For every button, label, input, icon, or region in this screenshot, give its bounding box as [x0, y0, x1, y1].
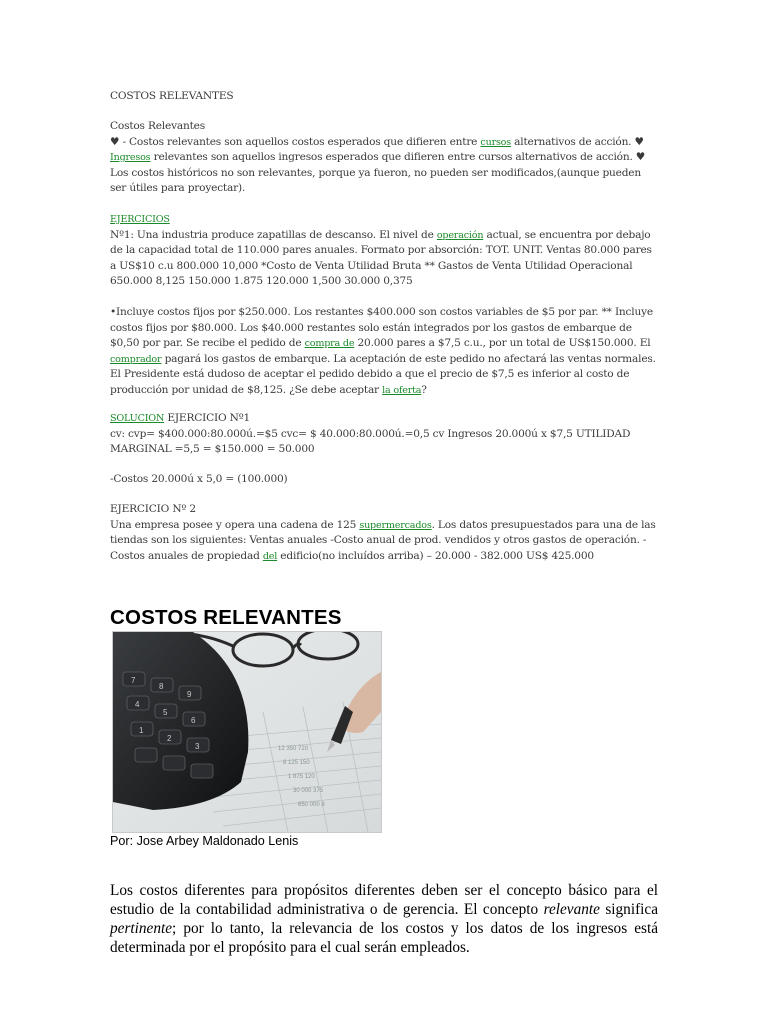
svg-text:8: 8	[159, 682, 164, 691]
costos-line: -Costos 20.000ú x 5,0 = (100.000)	[110, 473, 288, 485]
svg-text:5: 5	[163, 708, 168, 717]
intro-paragraph: Costos Relevantes ♥ - Costos relevantes son aquellos costos esperados que difieren entre cursos alternativos de acción. ♥ Ingresos relevantes son aquellos ingresos esperados que difieren entre cursos alternativos de acción. ♥ Los costos históricos no son relevantes, porque ya fueron, no pueden ser modificados,(aunque pueden ser útiles para proyectar).	[110, 120, 646, 194]
svg-text:9: 9	[187, 690, 192, 699]
link-la-oferta[interactable]: la oferta	[382, 384, 422, 396]
incluye-paragraph: •Incluye costos fijos por $250.000. Los restantes $400.000 son costos variables de $5 por par. ** Incluye costos fijos por $80.000. Los $40.000 restantes solo están integrados por los gastos de embarque de $0,50 por par. Se recibe el pedido de compra de 20.000 pares a $7,5 c.u., por un total de US$150.000. El comprador pagará los gastos de embarque. La aceptación de este pedido no afectará las ventas normales. El Presidente está dudoso de aceptar el pedido debido a que el precio de $7,5 es inferior al costo de producción por unidad de $8,125. ¿Se debe aceptar la oferta?	[110, 306, 656, 396]
svg-text:1: 1	[139, 726, 144, 735]
svg-text:3: 3	[195, 742, 200, 751]
svg-text:1 875 120: 1 875 120	[288, 774, 315, 780]
svg-text:30 000 375: 30 000 375	[293, 788, 324, 794]
link-ingresos[interactable]: Ingresos	[110, 152, 151, 163]
svg-text:6: 6	[191, 716, 196, 725]
ejercicios-paragraph: EJERCICIOS Nº1: Una industria produce zapatillas de descanso. El nivel de operación actual, se encuentra por debajo de la capacidad total de 110.000 pares anuales. Formato por absorción: TOT. UNIT. Ventas 80.000 pares a US$10 c.u 800.000 10,000 *Costo de Venta Utilidad Bruta ** Gastos de Venta Utilidad Operacional 650.000 8,125 150.000 1.875 120.000 1,500 30.000 0,375	[110, 214, 652, 287]
intro-heading: Costos Relevantes	[110, 120, 205, 132]
link-ejercicios[interactable]: EJERCICIOS	[110, 214, 170, 225]
svg-text:4: 4	[135, 700, 140, 709]
link-supermercados[interactable]: supermercados	[359, 519, 432, 531]
body-paragraph: Los costos diferentes para propósitos diferentes deben ser el concepto básico para el estudio de la contabilidad administrativa o de gerencia. El concepto relevante significa pertinente; por lo tanto, la relevancia de los costos y los datos de los ingresos está determinada por el propósito para el cual serán empleados.	[110, 882, 659, 956]
main-heading: COSTOS RELEVANTES	[110, 606, 342, 629]
svg-text:12 350 720: 12 350 720	[278, 746, 309, 752]
ejercicio2-paragraph: EJERCICIO Nº 2 Una empresa posee y opera una cadena de 125 supermercados. Los datos presupuestados para una de las tiendas son los siguientes: Ventas anuales -Costo anual de prod. vendidos y otros gastos de operación. - Costos anuales de propiedad del edificio(no incluídos arriba) – 20.000 - 382.000 US$ 425.000	[110, 503, 656, 562]
emphasis-relevante: relevante	[543, 901, 600, 918]
svg-text:2: 2	[167, 734, 172, 743]
link-cursos[interactable]: cursos	[480, 136, 511, 148]
link-comprador[interactable]: comprador	[110, 353, 162, 365]
svg-text:8 125 150: 8 125 150	[283, 760, 310, 766]
link-operacion[interactable]: operación	[436, 229, 484, 241]
byline: Por: Jose Arbey Maldonado Lenis	[110, 834, 299, 848]
link-del[interactable]: del	[262, 550, 278, 562]
small-title: COSTOS RELEVANTES	[110, 90, 234, 102]
link-solucion[interactable]: SOLUCION	[110, 413, 165, 424]
calculator-photo	[112, 631, 382, 833]
emphasis-pertinente: pertinente	[110, 920, 173, 937]
ejercicio2-heading: EJERCICIO Nº 2	[110, 503, 196, 515]
link-compra-de[interactable]: compra de	[304, 338, 355, 349]
solucion-paragraph: SOLUCION EJERCICIO Nº1 cv: cvp= $400.000:80.000ú.=$5 cvc= $ 40.000:80.000ú.=0,5 cv Ingresos 20.000ú x $7,5 UTILIDAD MARGINAL =5,5 = $150.000 = 50.000	[110, 412, 631, 455]
svg-text:7: 7	[131, 676, 136, 685]
svg-text:650 000 8: 650 000 8	[298, 802, 325, 808]
